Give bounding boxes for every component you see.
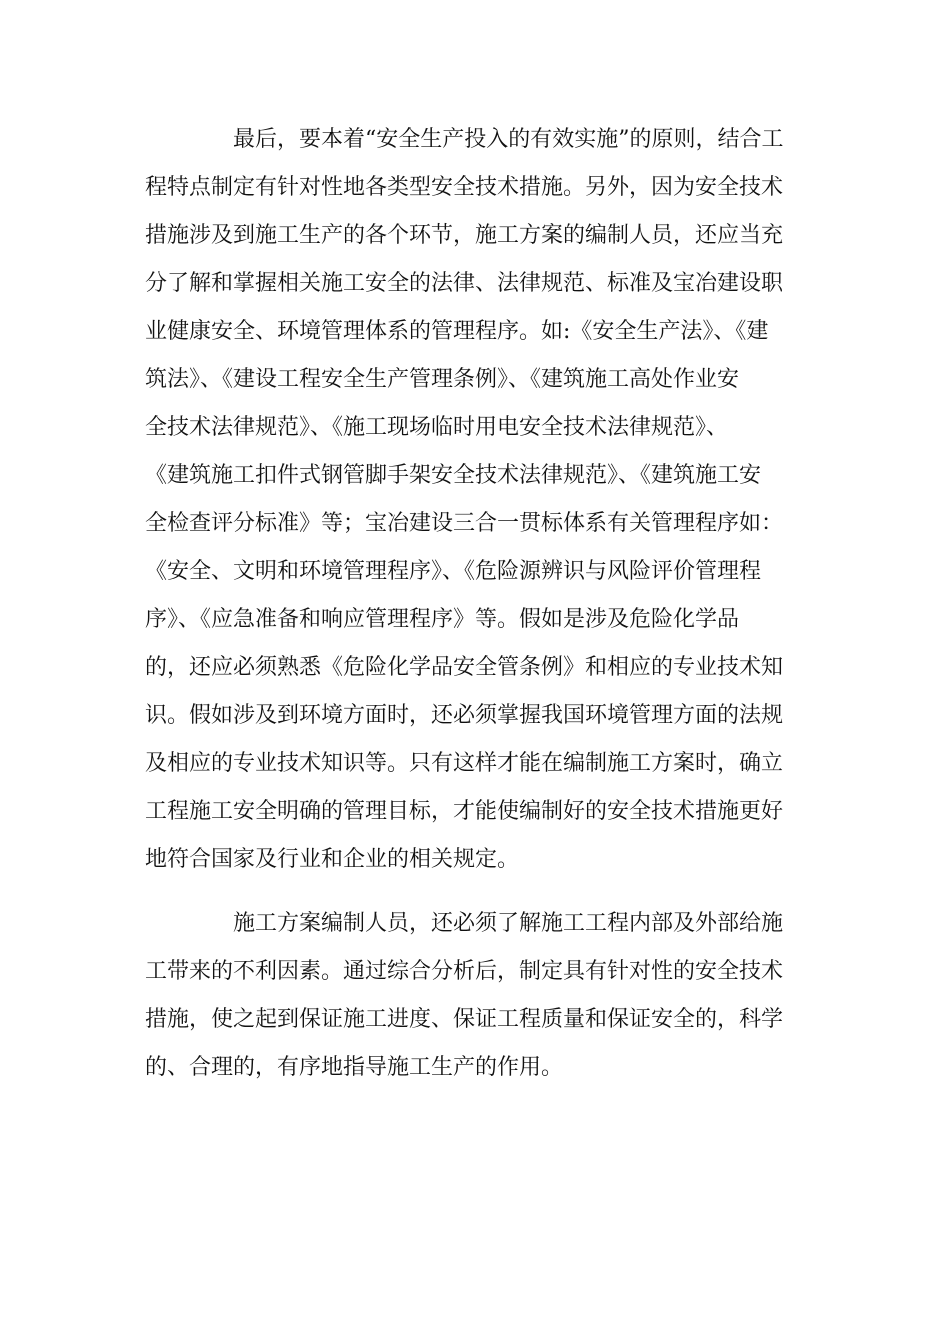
paragraph-line: 地符合国家及行业和企业的相关规定。 (145, 847, 520, 872)
paragraph-line: 的，还应必须熟悉《危险化学品安全管条例》和相应的专业技术知 (145, 655, 784, 680)
paragraph-line: 《安全、文明和环境管理程序》、《危险源辨识与风险评价管理程 (145, 559, 762, 584)
paragraph-1 (145, 116, 805, 884)
paragraph-line: 工程施工安全明确的管理目标，才能使编制好的安全技术措施更好 (145, 799, 784, 824)
paragraph-line: 工带来的不利因素。通过综合分析后，制定具有针对性的安全技术 (145, 959, 784, 984)
paragraph-line: 筑法》、《建设工程安全生产管理条例》、《建筑施工高处作业安 (145, 367, 740, 392)
paragraph-line: 序》、《应急准备和响应管理程序》等。假如是涉及危险化学品 (145, 607, 740, 632)
paragraph-line: 业健康安全、环境管理体系的管理程序。如:《安全生产法》、《建 (145, 319, 769, 344)
paragraph-line: 全检查评分标准》等；宝冶建设三合一贯标体系有关管理程序如： (145, 511, 784, 536)
paragraph-line: 施工方案编制人员，还必须了解施工工程内部及外部给施 (233, 911, 784, 936)
paragraph-line: 《建筑施工扣件式钢管脚手架安全技术法律规范》、《建筑施工安 (145, 463, 762, 488)
paragraph-line: 的、合理的，有序地指导施工生产的作用。 (145, 1055, 564, 1080)
paragraph-line: 及相应的专业技术知识等。只有这样才能在编制施工方案时，确立 (145, 751, 784, 776)
paragraph-line: 措施，使之起到保证施工进度、保证工程质量和保证安全的，科学 (145, 1007, 784, 1032)
paragraph-line: 分了解和掌握相关施工安全的法律、法律规范、标准及宝冶建设职 (145, 271, 784, 296)
paragraph-line: 程特点制定有针对性地各类型安全技术措施。另外，因为安全技术 (145, 175, 784, 200)
paragraph-line: 最后，要本着“安全生产投入的有效实施”的原则，结合工 (233, 127, 784, 152)
paragraph-line: 措施涉及到施工生产的各个环节，施工方案的编制人员，还应当充 (145, 223, 784, 248)
paragraph-line: 识。假如涉及到环境方面时，还必须掌握我国环境管理方面的法规 (145, 703, 784, 728)
document-body (145, 116, 805, 1092)
paragraph-line: 全技术法律规范》、《施工现场临时用电安全技术法律规范》、 (145, 415, 729, 440)
paragraph-2 (145, 900, 805, 1092)
